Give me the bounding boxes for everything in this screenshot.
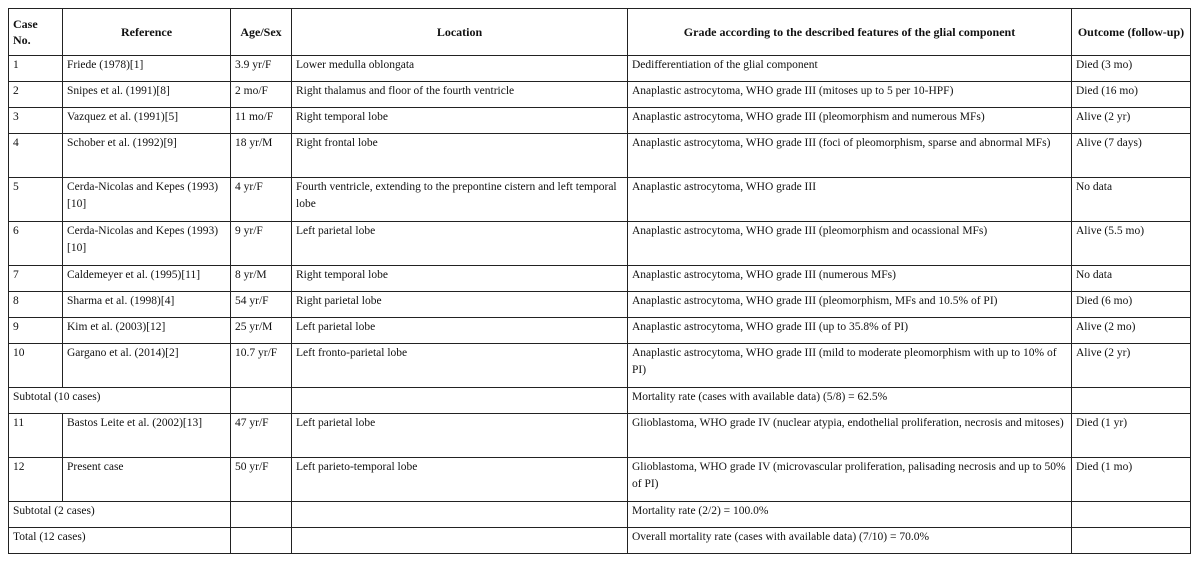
outcome-cell: Alive (7 days) [1072,134,1191,178]
table-row [9,344,1191,388]
location-cell: Left parietal lobe [292,222,628,266]
table-row [9,318,1191,344]
location-cell: Right parietal lobe [292,292,628,318]
total-row [9,528,1191,554]
header-case-no: Case No. [9,9,63,56]
empty-cell [231,528,292,554]
outcome-cell: Died (6 mo) [1072,292,1191,318]
subtotal-mortality: Mortality rate (2/2) = 100.0% [628,502,1072,528]
grade-cell: Anaplastic astrocytoma, WHO grade III (numerous MFs) [628,266,1072,292]
case-no-cell: 3 [9,108,63,134]
outcome-cell: Alive (5.5 mo) [1072,222,1191,266]
outcome-cell: Died (16 mo) [1072,82,1191,108]
age-sex-cell: 3.9 yr/F [231,56,292,82]
age-sex-cell: 54 yr/F [231,292,292,318]
age-sex-cell: 18 yr/M [231,134,292,178]
grade-cell: Anaplastic astrocytoma, WHO grade III (up to 35.8% of PI) [628,318,1072,344]
outcome-cell: Alive (2 yr) [1072,344,1191,388]
case-no-cell: 6 [9,222,63,266]
table-row [9,266,1191,292]
grade-cell: Anaplastic astrocytoma, WHO grade III (foci of pleomorphism, sparse and abnormal MFs) [628,134,1072,178]
outcome-cell: Died (1 mo) [1072,458,1191,502]
empty-cell [1072,502,1191,528]
case-no-cell: 1 [9,56,63,82]
empty-cell [292,502,628,528]
table-row [9,178,1191,222]
subtotal-mortality: Mortality rate (cases with available data) (5/8) = 62.5% [628,388,1072,414]
outcome-cell: No data [1072,266,1191,292]
reference-cell: Friede (1978)[1] [63,56,231,82]
total-mortality: Overall mortality rate (cases with available data) (7/10) = 70.0% [628,528,1072,554]
empty-cell [1072,528,1191,554]
table-row [9,222,1191,266]
location-cell: Left fronto-parietal lobe [292,344,628,388]
case-no-cell: 9 [9,318,63,344]
outcome-cell: Alive (2 mo) [1072,318,1191,344]
table-row [9,414,1191,458]
age-sex-cell: 9 yr/F [231,222,292,266]
location-cell: Right temporal lobe [292,266,628,292]
case-no-cell: 10 [9,344,63,388]
grade-cell: Glioblastoma, WHO grade IV (nuclear atypia, endothelial proliferation, necrosis and mitoses) [628,414,1072,458]
header-outcome: Outcome (follow-up) [1072,9,1191,56]
outcome-cell: No data [1072,178,1191,222]
grade-cell: Anaplastic astrocytoma, WHO grade III (pleomorphism, MFs and 10.5% of PI) [628,292,1072,318]
grade-cell: Anaplastic astrocytoma, WHO grade III (mild to moderate pleomorphism with up to 10% of PI) [628,344,1072,388]
header-grade: Grade according to the described features of the glial component [628,9,1072,56]
grade-cell: Glioblastoma, WHO grade IV (microvascular proliferation, palisading necrosis and up to 50% of PI) [628,458,1072,502]
case-no-cell: 12 [9,458,63,502]
grade-cell: Anaplastic astrocytoma, WHO grade III (pleomorphism and numerous MFs) [628,108,1072,134]
location-cell: Left parietal lobe [292,318,628,344]
case-no-cell: 4 [9,134,63,178]
reference-cell: Cerda-Nicolas and Kepes (1993)[10] [63,178,231,222]
grade-cell: Anaplastic astrocytoma, WHO grade III (mitoses up to 5 per 10-HPF) [628,82,1072,108]
header-location: Location [292,9,628,56]
reference-cell: Caldemeyer et al. (1995)[11] [63,266,231,292]
reference-cell: Snipes et al. (1991)[8] [63,82,231,108]
location-cell: Right thalamus and floor of the fourth ventricle [292,82,628,108]
grade-cell: Anaplastic astrocytoma, WHO grade III [628,178,1072,222]
case-no-cell: 5 [9,178,63,222]
table-row [9,292,1191,318]
outcome-cell: Died (1 yr) [1072,414,1191,458]
location-cell: Left parietal lobe [292,414,628,458]
reference-cell: Vazquez et al. (1991)[5] [63,108,231,134]
reference-cell: Sharma et al. (1998)[4] [63,292,231,318]
empty-cell [292,528,628,554]
age-sex-cell: 50 yr/F [231,458,292,502]
case-no-cell: 11 [9,414,63,458]
grade-cell: Anaplastic astrocytoma, WHO grade III (pleomorphism and ocassional MFs) [628,222,1072,266]
age-sex-cell: 47 yr/F [231,414,292,458]
outcome-cell: Alive (2 yr) [1072,108,1191,134]
empty-cell [292,388,628,414]
table-container [8,8,1191,554]
table-row [9,458,1191,502]
subtotal-row [9,502,1191,528]
header-reference: Reference [63,9,231,56]
reference-cell: Present case [63,458,231,502]
header-row [9,9,1191,56]
reference-cell: Bastos Leite et al. (2002)[13] [63,414,231,458]
age-sex-cell: 2 mo/F [231,82,292,108]
empty-cell [231,388,292,414]
location-cell: Lower medulla oblongata [292,56,628,82]
case-no-cell: 2 [9,82,63,108]
location-cell: Fourth ventricle, extending to the prepontine cistern and left temporal lobe [292,178,628,222]
location-cell: Right frontal lobe [292,134,628,178]
grade-cell: Dedifferentiation of the glial component [628,56,1072,82]
reference-cell: Kim et al. (2003)[12] [63,318,231,344]
subtotal-label: Subtotal (2 cases) [9,502,231,528]
location-cell: Right temporal lobe [292,108,628,134]
reference-cell: Cerda-Nicolas and Kepes (1993)[10] [63,222,231,266]
table-row [9,56,1191,82]
location-cell: Left parieto-temporal lobe [292,458,628,502]
age-sex-cell: 8 yr/M [231,266,292,292]
subtotal-row [9,388,1191,414]
subtotal-label: Subtotal (10 cases) [9,388,231,414]
outcome-cell: Died (3 mo) [1072,56,1191,82]
age-sex-cell: 25 yr/M [231,318,292,344]
total-label: Total (12 cases) [9,528,231,554]
empty-cell [1072,388,1191,414]
reference-cell: Schober et al. (1992)[9] [63,134,231,178]
table-row [9,82,1191,108]
case-no-cell: 7 [9,266,63,292]
age-sex-cell: 10.7 yr/F [231,344,292,388]
header-age-sex: Age/Sex [231,9,292,56]
empty-cell [231,502,292,528]
age-sex-cell: 4 yr/F [231,178,292,222]
table-row [9,134,1191,178]
reference-cell: Gargano et al. (2014)[2] [63,344,231,388]
case-no-cell: 8 [9,292,63,318]
case-table [8,8,1191,554]
age-sex-cell: 11 mo/F [231,108,292,134]
table-row [9,108,1191,134]
